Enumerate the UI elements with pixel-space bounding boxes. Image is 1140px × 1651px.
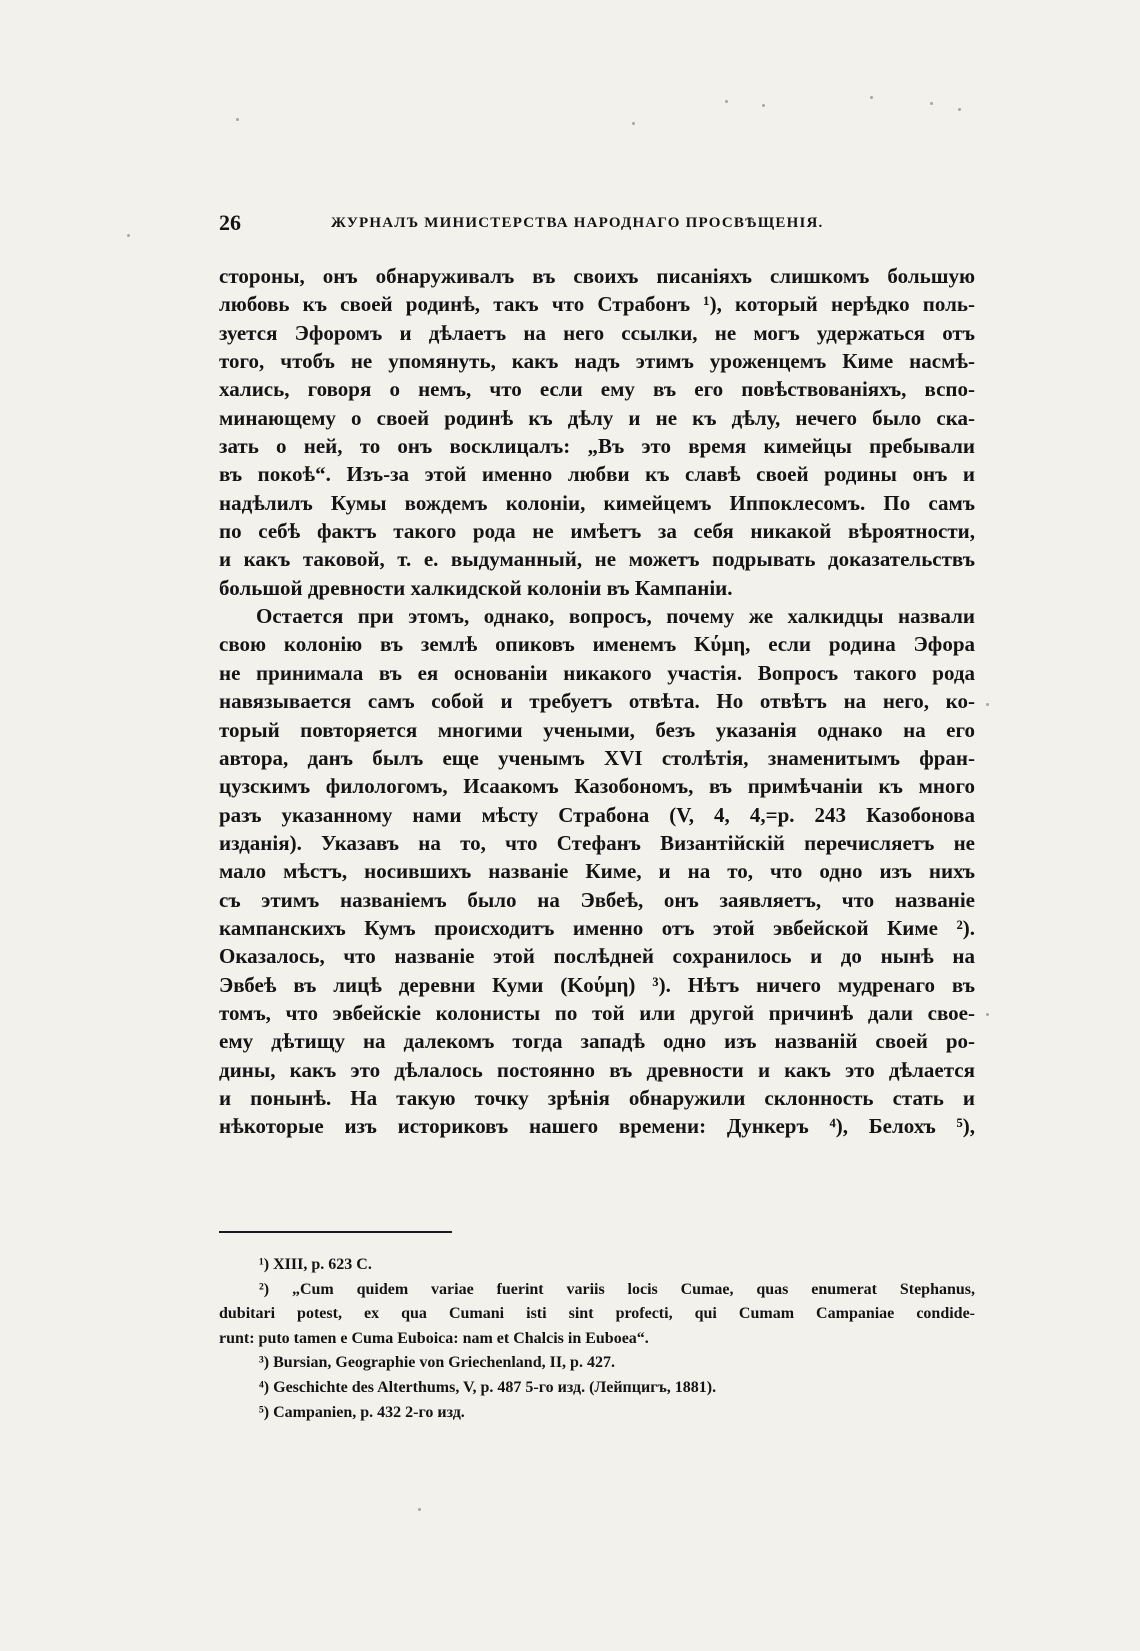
scan-speck — [870, 96, 873, 99]
text-line: ему дѣтищу на далекомъ тогда западѣ одно изъ названій своей ро- — [219, 1029, 975, 1054]
text-line: торый повторяется многими учеными, безъ указанія однако на его — [219, 717, 975, 742]
text-line: цузскимъ филологомъ, Исаакомъ Казобономъ, въ примѣчаніи къ много — [219, 774, 975, 799]
journal-title: ЖУРНАЛЪ МИНИСТЕРСТВА НАРОДНАГО ПРОСВѢЩЕНІЯ. — [331, 215, 824, 231]
text-line: Остается при этомъ, однако, вопросъ, почему же халкидцы назвали — [256, 604, 975, 629]
footnote-line: ⁴) Geschichte des Alterthums, V, p. 487 5-го изд. (Лейпцигъ, 1881). — [259, 1378, 717, 1396]
footnote-rule — [219, 1231, 452, 1233]
footnotes — [219, 1253, 975, 1425]
text-line: навязывается самъ собой и требуетъ отвѣта. Но отвѣтъ на него, ко- — [219, 689, 975, 714]
text-line: изданія). Указавъ на то, что Стефанъ Византійскій перечисляетъ не — [219, 830, 975, 855]
text-line: свою колонію въ землѣ опиковъ именемъ Κύμη, если родина Эфора — [219, 632, 975, 657]
scan-speck — [762, 104, 765, 107]
text-line: минающему о своей родинѣ къ дѣлу и не къ дѣлу, нечего было ска- — [219, 405, 975, 430]
text-line: въ покоѣ“. Изъ-за этой именно любви къ славѣ своей родины онъ и — [219, 462, 975, 487]
scan-speck — [725, 100, 728, 103]
text-line: разъ указанному нами мѣсту Страбона (V, 4, 4,=p. 243 Казобонова — [219, 802, 975, 827]
text-line: дины, какъ это дѣлалось постоянно въ древности и какъ это дѣлается — [219, 1057, 975, 1082]
footnote-line: ⁵) Campanien, p. 432 2-го изд. — [259, 1403, 465, 1421]
text-line: любовь къ своей родинѣ, такъ что Страбонъ ¹), который нерѣдко поль- — [219, 292, 975, 317]
text-line: мало мѣстъ, носившихъ названіе Киме, и на то, что одно изъ нихъ — [219, 859, 975, 884]
running-head — [219, 210, 975, 240]
footnote-line: dubitari potest, ex qua Cumani isti sint profecti, qui Cumam Campaniae condide- — [219, 1305, 975, 1323]
text-line: томъ, что эвбейскіе колонисты по той или другой причинѣ дали свое- — [219, 1000, 975, 1025]
text-line: по себѣ фактъ такого рода не имѣетъ за себя никакой вѣроятности, — [219, 519, 975, 544]
scan-speck — [236, 118, 239, 121]
text-line: зуется Эфоромъ и дѣлаетъ на него ссылки, не могъ удержаться отъ — [219, 320, 975, 345]
scan-speck — [930, 102, 933, 105]
body-text — [219, 262, 975, 1141]
text-line: зать о ней, то онъ восклицалъ: „Въ это время кимейцы пребывали — [219, 434, 975, 459]
text-line: того, чтобъ не упомянуть, какъ надъ этимъ уроженцемъ Киме насмѣ- — [219, 349, 975, 374]
scan-speck — [986, 703, 989, 706]
text-line: надѣлилъ Кумы вождемъ колоніи, кимейцемъ Иппоклесомъ. По самъ — [219, 490, 975, 515]
text-line: кампанскихъ Кумъ происходитъ именно отъ этой эвбейской Киме ²). — [219, 915, 975, 940]
text-line: Оказалось, что названіе этой послѣдней сохранилось и до нынѣ на — [219, 944, 975, 969]
scan-speck — [632, 122, 635, 125]
text-line: стороны, онъ обнаруживалъ въ своихъ писаніяхъ слишкомъ большую — [219, 264, 975, 288]
footnote-line: ²) „Cum quidem variae fuerint variis locis Cumae, quas enumerat Stephanus, — [259, 1280, 975, 1298]
text-line: Эвбеѣ въ лицѣ деревни Куми (Κούμη) ³). Нѣтъ ничего мудренаго въ — [219, 972, 975, 997]
text-line: большой древности халкидской колоніи въ Кампаніи. — [219, 575, 733, 600]
page-number: 26 — [219, 210, 241, 235]
text-line: не принимала въ ея основаніи никакого участія. Вопросъ такого рода — [219, 660, 975, 685]
scan-speck — [127, 234, 130, 237]
footnote-line: runt: puto tamen e Cuma Euboica: nam et Chalcis in Euboea“. — [219, 1329, 649, 1347]
text-line: и понынѣ. На такую точку зрѣнія обнаружили склонность стать и — [219, 1085, 975, 1110]
scan-speck — [958, 108, 961, 111]
footnote-line: ¹) XIII, p. 623 C. — [259, 1256, 372, 1273]
scan-speck — [418, 1508, 421, 1511]
scan-speck — [986, 1013, 989, 1016]
text-line: хались, говоря о немъ, что если ему въ его повѣствованіяхъ, вспо- — [219, 377, 975, 402]
text-line: и какъ таковой, т. е. выдуманный, не можетъ подрывать доказательствъ — [219, 547, 975, 572]
text-line: съ этимъ названіемъ было на Эвбеѣ, онъ заявляетъ, что названіе — [219, 887, 975, 912]
text-line: нѣкоторые изъ историковъ нашего времени: Дункеръ ⁴), Белохъ ⁵), — [219, 1114, 975, 1139]
text-line: автора, данъ былъ еще ученымъ XVI столѣтія, знаменитымъ фран- — [219, 745, 975, 770]
footnote-line: ³) Bursian, Geographie von Griechenland, II, p. 427. — [259, 1354, 615, 1372]
